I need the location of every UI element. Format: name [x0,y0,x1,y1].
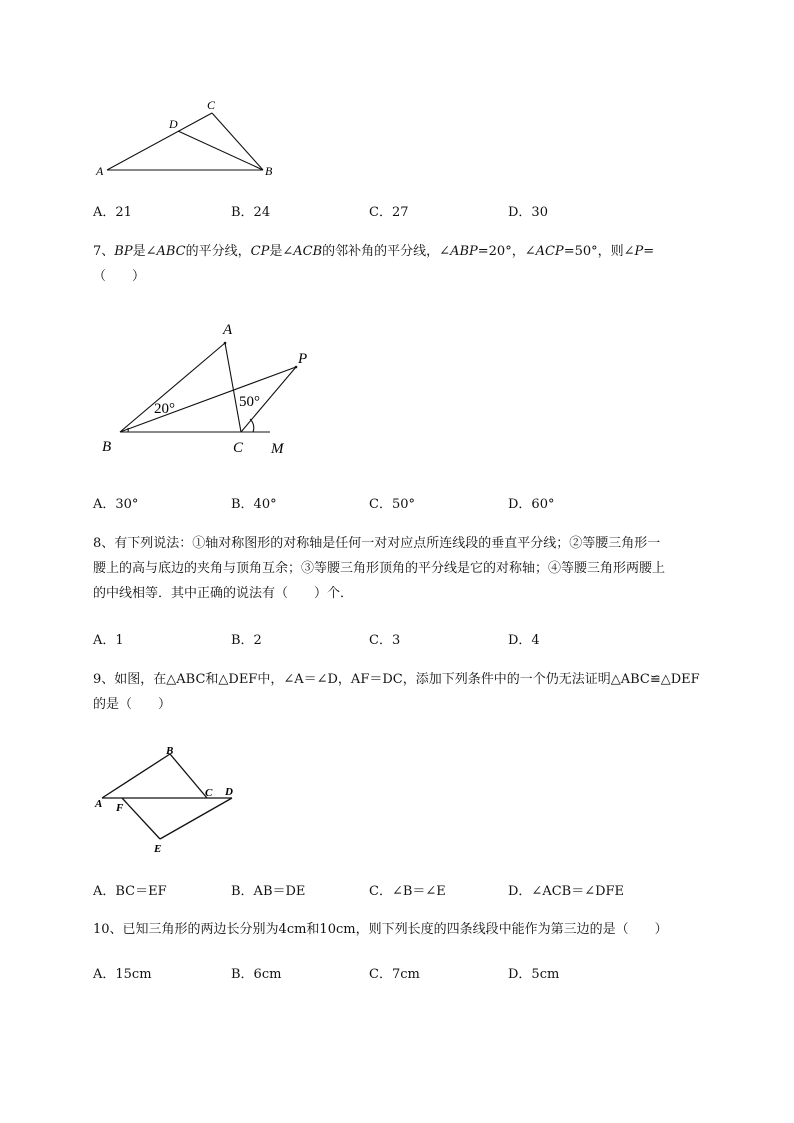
figure-triangle-abcd [90,95,290,185]
segment-bc [170,754,207,798]
q7-option-d[interactable]: D．60° [508,497,555,512]
q9-line-2: 的是（ ） [93,697,172,712]
q10-option-c[interactable]: C．7cm [369,967,420,982]
q10-option-d[interactable]: D．5cm [508,967,560,982]
label-p: P [298,351,308,367]
q8-option-b[interactable]: B．2 [231,633,262,648]
q7-option-a[interactable]: A．30° [93,497,139,512]
segment-bp [120,367,296,432]
figure-q9-triangles [90,740,250,860]
label-c: C [205,787,213,799]
q6-option-a[interactable]: A．21 [93,205,132,220]
q8-line-2: 腰上的高与底边的夹角与顶角互余；③等腰三角形顶角的平分线是它的对称轴；④等腰三角形两腰上 [93,561,666,576]
q8-option-c[interactable]: C．3 [369,633,401,648]
q7-line-1: 7、BP是∠ABC的平分线，CP是∠ACB的邻补角的平分线，∠ABP=20°，∠ACP=50°，则∠P= [93,244,655,259]
q8-question-text [93,531,753,606]
angle-label-c: 50° [239,394,260,410]
label-e: E [154,843,162,855]
segment-ed [160,798,232,839]
segment-ab [102,754,170,798]
q10-question-text [93,917,753,942]
segment-ac [107,113,212,170]
q8-line-1: 8、有下列说法：①轴对称图形的对称轴是任何一对对应点所连线段的垂直平分线；②等腰三角形一 [93,536,661,551]
segment-db [178,131,263,170]
q6-option-d[interactable]: D．30 [508,205,548,220]
q9-question-text [93,667,753,717]
figure-q7-triangle [95,315,335,460]
q9-line-1: 9、如图，在△ABC和△DEF中，∠A＝∠D，AF＝DC，添加下列条件中的一个仍无法证明△ABC≌△DEF [93,672,700,687]
q10-option-b[interactable]: B．6cm [231,967,282,982]
label-b: B [166,745,174,757]
q8-option-a[interactable]: A．1 [93,633,124,648]
q8-option-d[interactable]: D．4 [508,633,540,648]
q6-option-b[interactable]: B．24 [231,205,271,220]
label-a: A [95,798,103,810]
label-b: B [102,439,112,455]
label-c: C [207,98,216,112]
q7-option-c[interactable]: C．50° [369,497,415,512]
q6-option-c[interactable]: C．27 [369,205,409,220]
q7-answer-blank: （ ） [93,269,146,284]
q9-option-a[interactable]: A．BC＝EF [93,884,167,899]
q8-line-3: 的中线相等．其中正确的说法有（ ）个． [93,586,354,601]
label-c: C [233,440,244,456]
segment-cb [212,113,263,170]
q9-option-b[interactable]: B．AB＝DE [231,884,306,899]
angle-label-b: 20° [154,401,175,417]
label-d: D [225,786,233,798]
label-d: D [169,117,178,131]
q10-line-1: 10、已知三角形的两边长分别为4cm和10cm，则下列长度的四条线段中能作为第三边的是（ ） [93,922,668,937]
segment-ac [225,343,241,432]
segment-fe [122,798,160,839]
label-a: A [223,322,233,338]
label-f: F [116,802,124,814]
label-a: A [96,164,104,178]
q9-option-c[interactable]: C．∠B＝∠E [369,884,446,899]
q9-option-d[interactable]: D．∠ACB＝∠DFE [508,884,625,899]
label-b: B [265,164,273,178]
q7-option-b[interactable]: B．40° [231,497,277,512]
segment-ba [120,343,225,432]
label-m: M [271,441,284,457]
q7-question-text [93,239,753,289]
q10-option-a[interactable]: A．15cm [93,967,152,982]
